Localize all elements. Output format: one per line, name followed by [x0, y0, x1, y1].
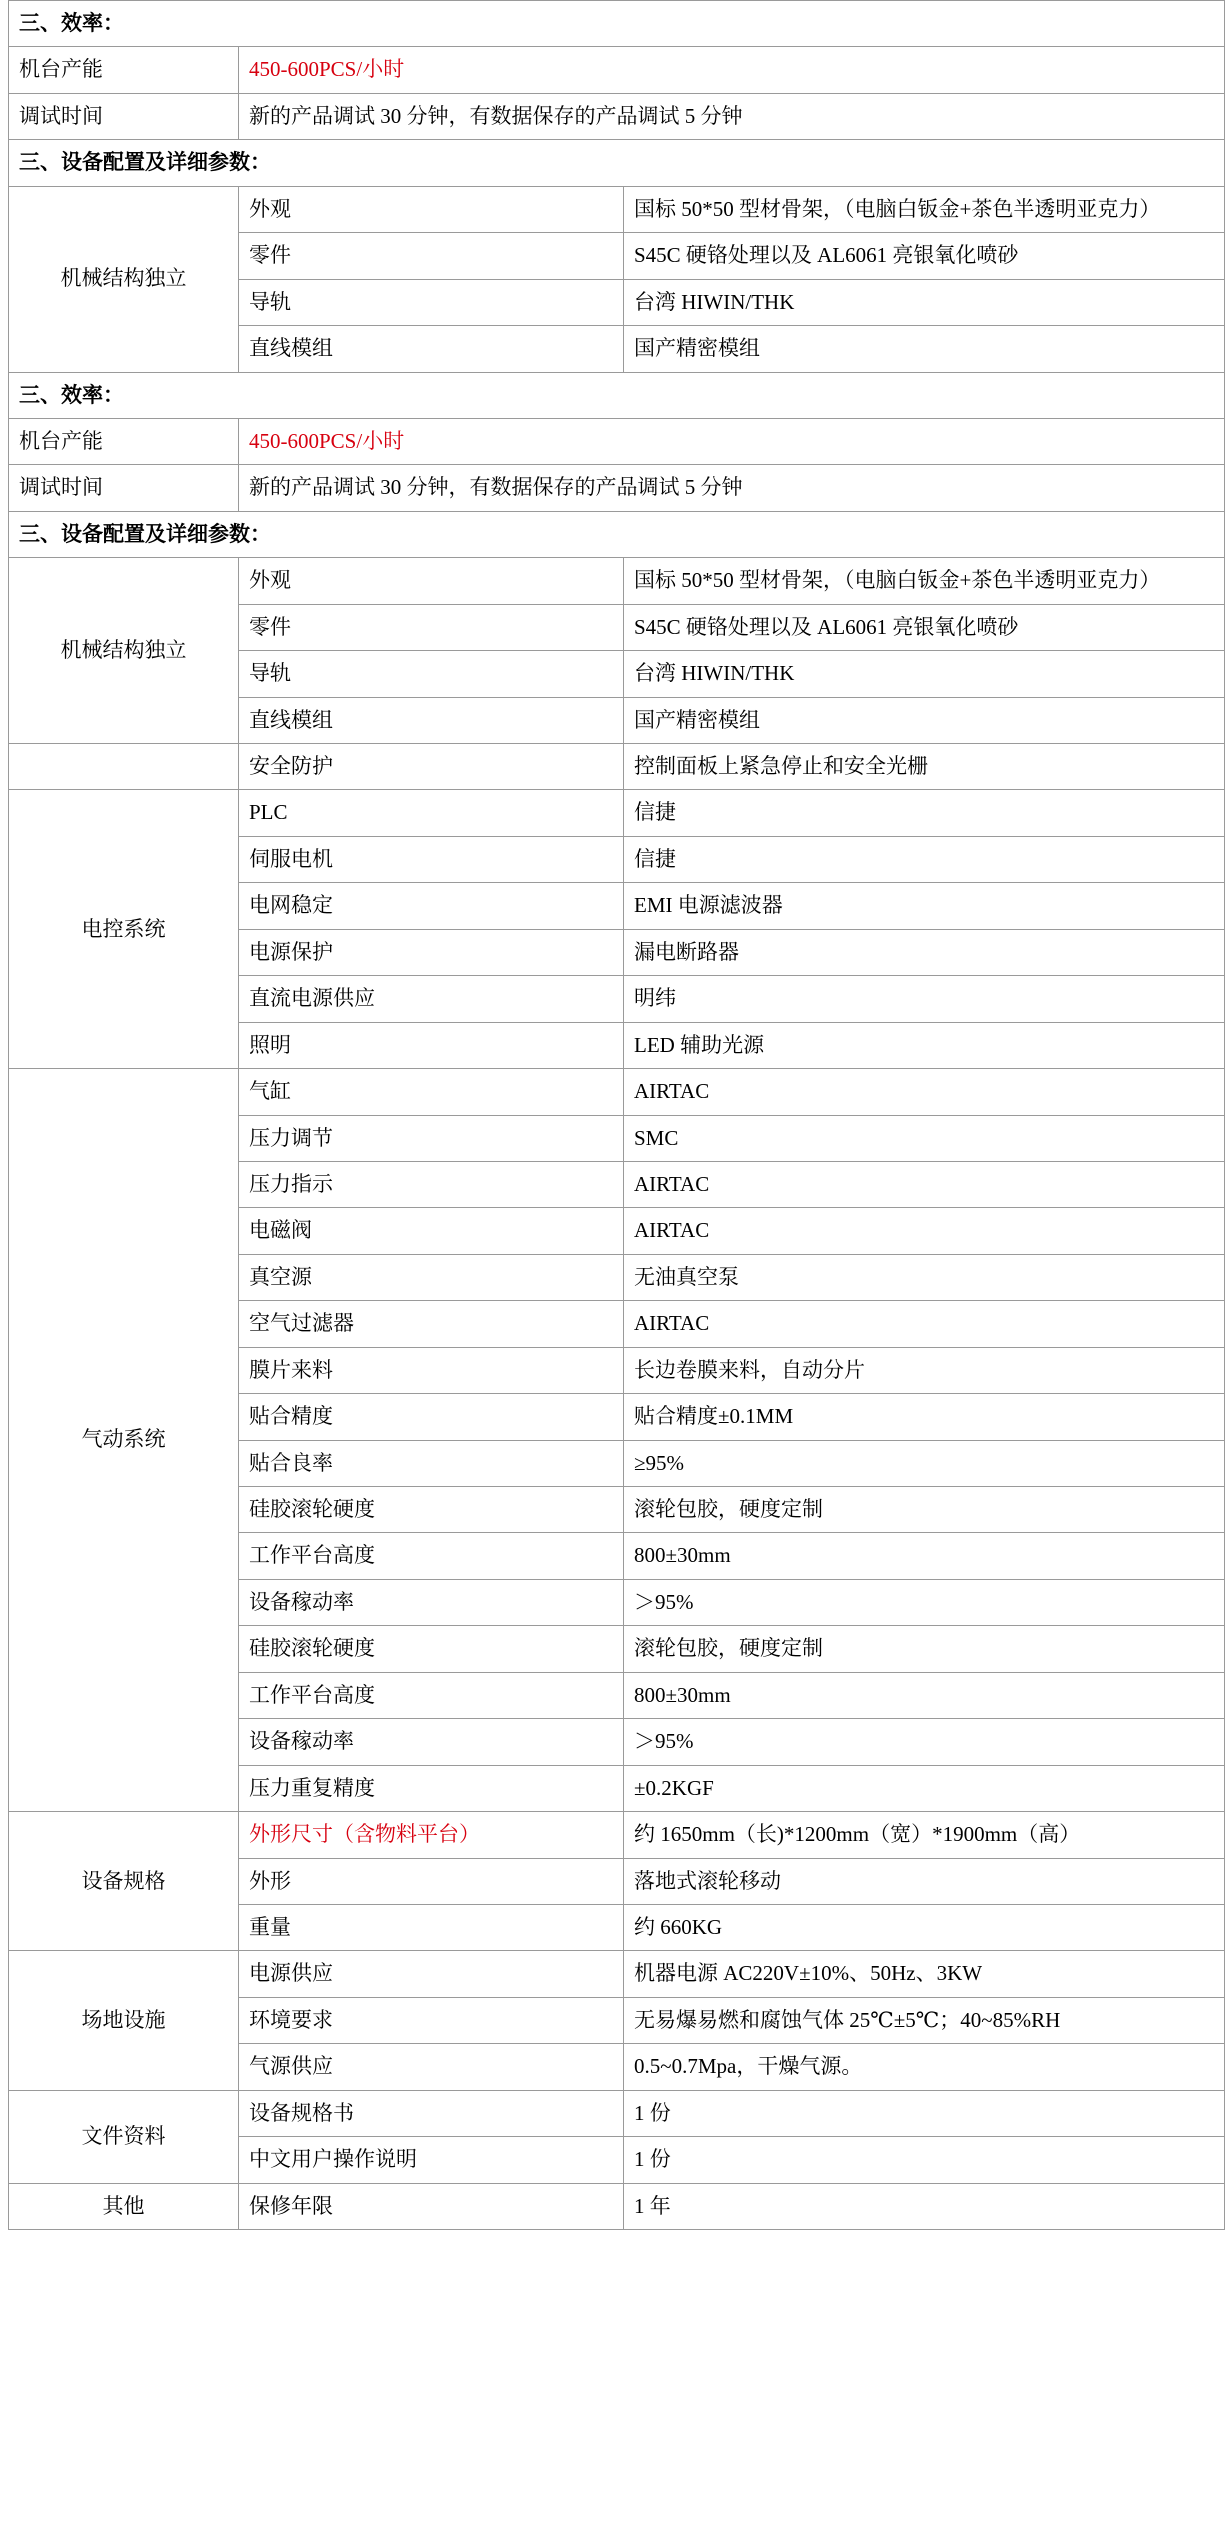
- row-value: 明纬: [624, 976, 1225, 1022]
- table-row: [9, 2183, 1225, 2229]
- section-title: 三、效率：: [9, 1, 1225, 47]
- row-label: 调试时间: [9, 93, 239, 139]
- row-value: S45C 硬铬处理以及 AL6061 亮银氧化喷砂: [624, 233, 1225, 279]
- row-value: ≥95%: [624, 1440, 1225, 1486]
- row-label: 真空源: [239, 1254, 624, 1300]
- table-row: [9, 790, 1225, 836]
- table-row: [9, 418, 1225, 464]
- row-value: 约 1650mm（长)*1200mm（宽）*1900mm（高）: [624, 1812, 1225, 1858]
- section-title: 三、设备配置及详细参数：: [9, 511, 1225, 557]
- row-label: 压力重复精度: [239, 1765, 624, 1811]
- row-label: 重量: [239, 1904, 624, 1950]
- row-label: 电网稳定: [239, 883, 624, 929]
- row-label: 外形: [239, 1858, 624, 1904]
- row-label: 膜片来料: [239, 1347, 624, 1393]
- row-label: 外观: [239, 186, 624, 232]
- specification-table: [8, 0, 1225, 2230]
- row-value: 1 年: [624, 2183, 1225, 2229]
- row-label: 直流电源供应: [239, 976, 624, 1022]
- row-value: AIRTAC: [624, 1069, 1225, 1115]
- row-label: PLC: [239, 790, 624, 836]
- row-label: 设备规格书: [239, 2090, 624, 2136]
- row-label: 设备稼动率: [239, 1579, 624, 1625]
- row-label: 安全防护: [239, 744, 624, 790]
- row-label: 外观: [239, 558, 624, 604]
- row-value: 滚轮包胶，硬度定制: [624, 1487, 1225, 1533]
- row-label: 电源供应: [239, 1951, 624, 1997]
- row-value: EMI 电源滤波器: [624, 883, 1225, 929]
- row-value: SMC: [624, 1115, 1225, 1161]
- section-header-row: [9, 140, 1225, 186]
- table-row: [9, 558, 1225, 604]
- row-label: 工作平台高度: [239, 1672, 624, 1718]
- section-header-row: [9, 372, 1225, 418]
- row-label: 气源供应: [239, 2044, 624, 2090]
- row-value: 约 660KG: [624, 1904, 1225, 1950]
- section-header-row: [9, 1, 1225, 47]
- table-row: [9, 744, 1225, 790]
- row-label: 电源保护: [239, 929, 624, 975]
- row-label: 外形尺寸（含物料平台）: [239, 1812, 624, 1858]
- row-label: 贴合良率: [239, 1440, 624, 1486]
- row-value: 机器电源 AC220V±10%、50Hz、3KW: [624, 1951, 1225, 1997]
- row-value: 1 份: [624, 2090, 1225, 2136]
- row-label: 压力调节: [239, 1115, 624, 1161]
- row-value: 滚轮包胶，硬度定制: [624, 1626, 1225, 1672]
- row-label: 硅胶滚轮硬度: [239, 1626, 624, 1672]
- row-value: 无易爆易燃和腐蚀气体 25℃±5℃；40~85%RH: [624, 1997, 1225, 2043]
- group-label: 机械结构独立: [9, 186, 239, 372]
- row-label: 导轨: [239, 651, 624, 697]
- row-value: 信捷: [624, 836, 1225, 882]
- row-label: 设备稼动率: [239, 1719, 624, 1765]
- row-value: 控制面板上紧急停止和安全光栅: [624, 744, 1225, 790]
- row-label: 空气过滤器: [239, 1301, 624, 1347]
- row-value: 1 份: [624, 2137, 1225, 2183]
- group-label: 气动系统: [9, 1069, 239, 1812]
- row-value: 国产精密模组: [624, 697, 1225, 743]
- row-label: 电磁阀: [239, 1208, 624, 1254]
- specification-table-body: [9, 1, 1225, 2230]
- row-label: 导轨: [239, 279, 624, 325]
- table-row: [9, 2090, 1225, 2136]
- section-header-row: [9, 511, 1225, 557]
- row-label: 机台产能: [9, 47, 239, 93]
- group-label: [9, 744, 239, 790]
- section-title: 三、设备配置及详细参数：: [9, 140, 1225, 186]
- row-label: 中文用户操作说明: [239, 2137, 624, 2183]
- group-label: 其他: [9, 2183, 239, 2229]
- table-row: [9, 1069, 1225, 1115]
- row-label: 环境要求: [239, 1997, 624, 2043]
- row-value: 450-600PCS/小时: [239, 47, 1225, 93]
- row-label: 伺服电机: [239, 836, 624, 882]
- row-value: ＞95%: [624, 1719, 1225, 1765]
- row-value: 450-600PCS/小时: [239, 418, 1225, 464]
- row-label: 直线模组: [239, 697, 624, 743]
- row-label: 压力指示: [239, 1161, 624, 1207]
- row-value: ±0.2KGF: [624, 1765, 1225, 1811]
- row-label: 工作平台高度: [239, 1533, 624, 1579]
- group-label: 电控系统: [9, 790, 239, 1069]
- row-label: 零件: [239, 233, 624, 279]
- row-label: 硅胶滚轮硬度: [239, 1487, 624, 1533]
- row-value: 落地式滚轮移动: [624, 1858, 1225, 1904]
- row-value: 台湾 HIWIN/THK: [624, 651, 1225, 697]
- row-value: 长边卷膜来料，自动分片: [624, 1347, 1225, 1393]
- row-label: 零件: [239, 604, 624, 650]
- row-label: 气缸: [239, 1069, 624, 1115]
- table-row: [9, 47, 1225, 93]
- table-row: [9, 465, 1225, 511]
- row-value: 新的产品调试 30 分钟，有数据保存的产品调试 5 分钟: [239, 93, 1225, 139]
- row-label: 保修年限: [239, 2183, 624, 2229]
- row-value: 信捷: [624, 790, 1225, 836]
- row-value: LED 辅助光源: [624, 1022, 1225, 1068]
- table-row: [9, 1951, 1225, 1997]
- row-label: 贴合精度: [239, 1394, 624, 1440]
- row-value: 贴合精度±0.1MM: [624, 1394, 1225, 1440]
- row-value: 无油真空泵: [624, 1254, 1225, 1300]
- section-title: 三、效率：: [9, 372, 1225, 418]
- row-value: 800±30mm: [624, 1672, 1225, 1718]
- row-value: S45C 硬铬处理以及 AL6061 亮银氧化喷砂: [624, 604, 1225, 650]
- table-row: [9, 186, 1225, 232]
- row-value: 国产精密模组: [624, 326, 1225, 372]
- row-label: 调试时间: [9, 465, 239, 511]
- row-label: 照明: [239, 1022, 624, 1068]
- row-value: 台湾 HIWIN/THK: [624, 279, 1225, 325]
- group-label: 文件资料: [9, 2090, 239, 2183]
- group-label: 场地设施: [9, 1951, 239, 2090]
- row-value: 新的产品调试 30 分钟，有数据保存的产品调试 5 分钟: [239, 465, 1225, 511]
- row-value: 800±30mm: [624, 1533, 1225, 1579]
- row-value: AIRTAC: [624, 1208, 1225, 1254]
- table-row: [9, 93, 1225, 139]
- row-value: 国标 50*50 型材骨架，（电脑白钣金+茶色半透明亚克力）: [624, 558, 1225, 604]
- table-row: [9, 1812, 1225, 1858]
- row-value: 国标 50*50 型材骨架，（电脑白钣金+茶色半透明亚克力）: [624, 186, 1225, 232]
- row-value: 0.5~0.7Mpa，干燥气源。: [624, 2044, 1225, 2090]
- group-label: 机械结构独立: [9, 558, 239, 744]
- group-label: 设备规格: [9, 1812, 239, 1951]
- row-value: ＞95%: [624, 1579, 1225, 1625]
- row-value: 漏电断路器: [624, 929, 1225, 975]
- row-value: AIRTAC: [624, 1161, 1225, 1207]
- row-label: 机台产能: [9, 418, 239, 464]
- row-value: AIRTAC: [624, 1301, 1225, 1347]
- row-label: 直线模组: [239, 326, 624, 372]
